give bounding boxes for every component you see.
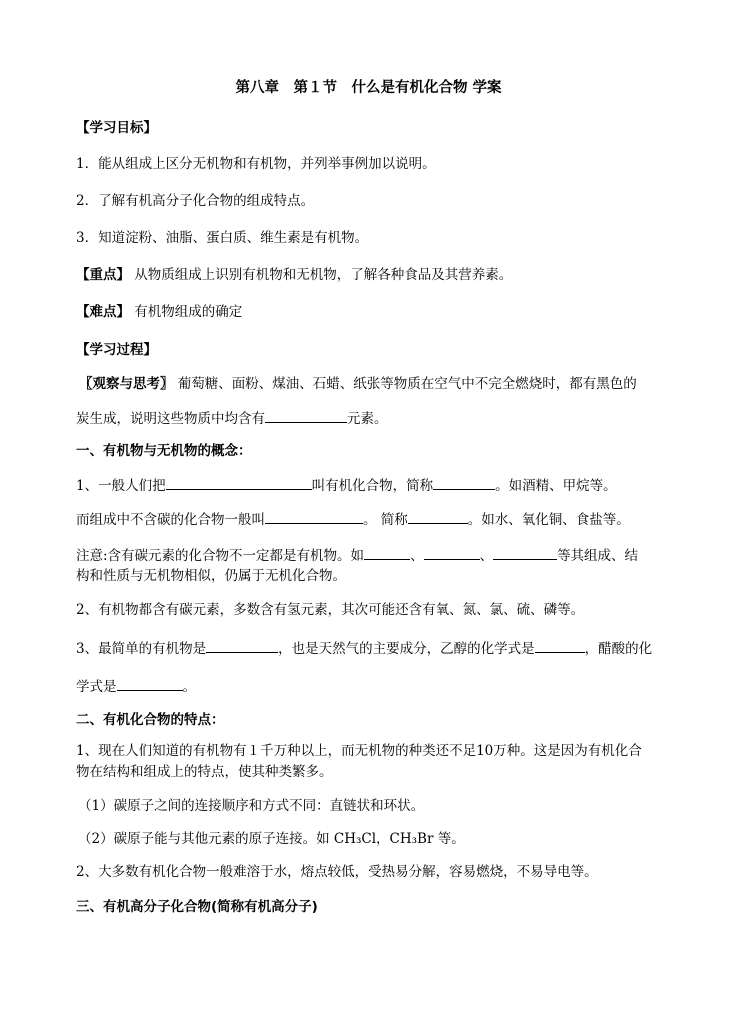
section1-heading: 一、有机物与无机物的概念： xyxy=(76,443,252,459)
section1-p3: 2、有机物都含有碳元素，多数含有氢元素，其次可能还含有氧、氮、氯、硫、磷等。 xyxy=(76,602,585,618)
observe-label: 〖观察与思考〗 xyxy=(79,376,174,392)
section1-p1 xyxy=(76,475,677,496)
section1-p4 xyxy=(76,638,677,659)
answer-blank[interactable] xyxy=(535,638,585,653)
section1-p1-text-c: 。如酒精、甲烷等。 xyxy=(495,478,617,494)
section1-p4-text-e: 。 xyxy=(182,679,196,695)
answer-blank[interactable] xyxy=(206,638,278,653)
section3-heading: 三、有机高分子化合物(简称有机高分子) xyxy=(76,899,318,915)
key-point-text: 从物质组成上识别有机物和无机物，了解各种食品及其营养素。 xyxy=(134,267,513,283)
section1-p4-text-c: ，醋酸的化 xyxy=(584,641,653,657)
objective-item-1: 1．能从组成上区分无机物和有机物，并列举事例加以说明。 xyxy=(76,156,436,172)
section1-p2-text-c: 。如水、氧化铜、食盐等。 xyxy=(467,512,630,528)
section2-sub-1: （1）碳原子之间的连接顺序和方式不同：直链状和环状。 xyxy=(78,798,425,814)
difficulty xyxy=(76,302,677,322)
answer-blank[interactable] xyxy=(433,475,495,490)
objective-item-2: 2．了解有机高分子化合物的组成特点。 xyxy=(76,193,315,209)
answer-blank[interactable] xyxy=(408,509,468,524)
section1-note xyxy=(76,545,677,566)
observe-text-2b: 元素。 xyxy=(347,411,388,427)
page-title: 第八章 第１节 什么是有机化合物 学案 xyxy=(235,80,502,96)
observe-text-2a: 炭生成，说明这些物质中均含有 xyxy=(76,411,265,427)
answer-blank[interactable] xyxy=(265,509,363,524)
process-heading: 【学习过程】 xyxy=(76,342,157,358)
key-point xyxy=(76,265,677,285)
key-point-label: 【重点】 xyxy=(76,267,130,283)
note-text-a: 注意:含有碳元素的化合物不一定都是有机物。如 xyxy=(76,548,365,564)
section1-p4-text-a: 3、最简单的有机物是 xyxy=(76,641,207,657)
note-separator: 、 xyxy=(479,548,494,564)
difficulty-label: 【难点】 xyxy=(76,304,130,320)
observe-line-1 xyxy=(79,374,677,394)
section2-p2: 2、大多数有机化合物一般难溶于水，熔点较低，受热易分解，容易燃烧，不易导电等。 xyxy=(76,864,598,880)
section2-p1-line-1: 1、现在人们知道的有机物有１千万种以上，而无机物的种类还不足10万种。这是因为有机化合 xyxy=(76,743,642,759)
note-text-b: 等其组成、结 xyxy=(557,548,639,564)
section1-note-line-2: 构和性质与无机物相似，仍属于无机化合物。 xyxy=(76,568,346,584)
section2-sub-2: （2）碳原子能与其他元素的原子连接。如 CH₃Cl，CH₃Br 等。 xyxy=(78,831,465,847)
observe-text-1: 葡萄糖、面粉、煤油、石蜡、纸张等物质在空气中不完全燃烧时，都有黑色的 xyxy=(177,376,637,392)
section1-p2-text-a: 而组成中不含碳的化合物一般叫 xyxy=(76,512,265,528)
section2-heading: 二、有机化合物的特点： xyxy=(76,712,225,728)
answer-blank[interactable] xyxy=(364,545,410,560)
section1-p1-text-b: 叫有机化合物，简称 xyxy=(311,478,434,494)
answer-blank[interactable] xyxy=(166,475,312,490)
section2-p1-line-2: 物在结构和组成上的特点，使其种类繁多。 xyxy=(76,764,333,780)
observe-line-2 xyxy=(76,408,677,429)
note-separator: 、 xyxy=(410,548,424,564)
answer-blank[interactable] xyxy=(117,676,183,691)
section1-p1-text-a: 1、一般人们把 xyxy=(76,478,166,494)
objectives-heading: 【学习目标】 xyxy=(76,120,157,136)
section1-p2 xyxy=(76,509,677,530)
section1-p4-text-d: 学式是 xyxy=(76,679,117,695)
answer-blank[interactable] xyxy=(493,545,557,560)
objective-item-3: 3．知道淀粉、油脂、蛋白质、维生素是有机物。 xyxy=(76,230,369,246)
answer-blank[interactable] xyxy=(424,545,480,560)
section1-p2-text-b: 。 简称 xyxy=(363,512,408,528)
section1-p4-line-2 xyxy=(76,676,677,697)
answer-blank[interactable] xyxy=(265,408,347,423)
difficulty-text: 有机物组成的确定 xyxy=(134,304,243,320)
section1-p4-text-b: ，也是天然气的主要成分，乙醇的化学式是 xyxy=(278,641,535,657)
